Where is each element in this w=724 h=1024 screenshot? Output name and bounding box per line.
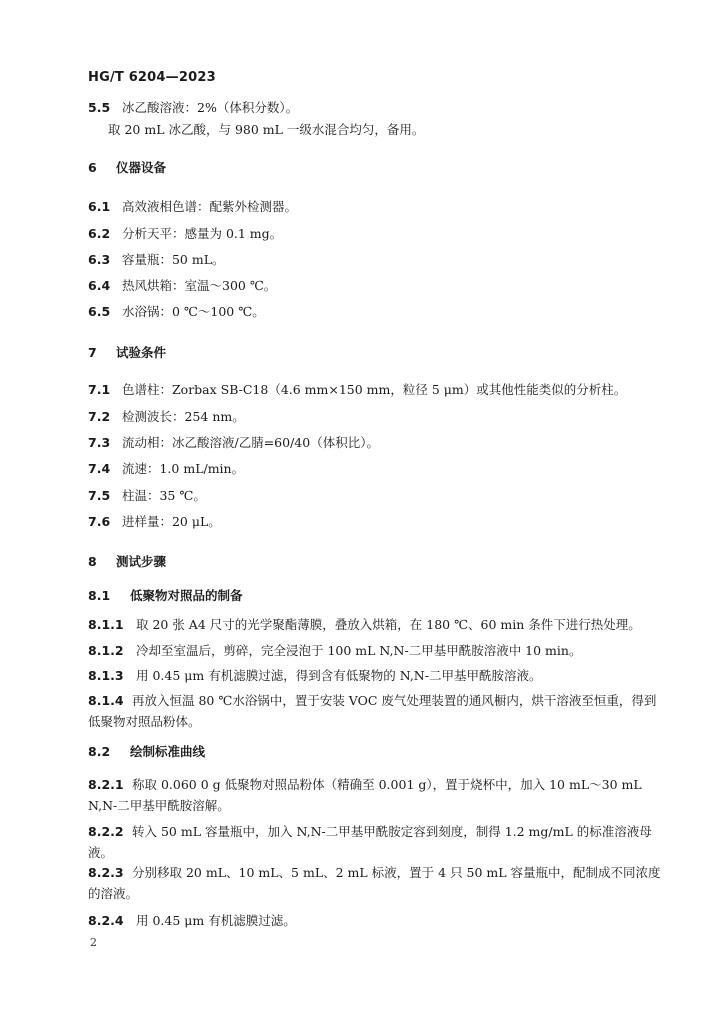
clause-number: 7.5 [88,488,111,503]
clause-text: 流动相：冰乙酸溶液/乙腈=60/40（体积比）。 [121,435,379,450]
clause-5-5-detail: 取 20 mL 冰乙酸，与 980 mL 一级水混合均匀，备用。 [108,122,425,137]
subsection-number: 8.2 [88,744,111,759]
clause-number: 8.2.1 [88,777,124,792]
clause-8-1-4 [88,690,664,732]
clause-number: 7.2 [88,409,111,424]
clause-number: 6.4 [88,278,111,293]
clause-number: 6.2 [88,226,111,241]
section-7-heading [88,345,664,361]
clause-number: 8.1.4 [88,693,124,708]
clause-8-2-1 [88,774,664,816]
subsection-title: 绘制标准曲线 [129,744,205,759]
clause-text: 冰乙酸溶液：2%（体积分数）。 [121,100,299,115]
clause-number: 6.5 [88,304,111,319]
clause-text: 用 0.45 μm 有机滤膜过滤，得到含有低聚物的 N,N-二甲基甲酰胺溶液。 [135,668,542,683]
clause-text: 分别移取 20 mL、10 mL、5 mL、2 mL 标液，置于 4 只 50 mL 容量瓶中，配制成不同浓度的溶液。 [88,865,661,901]
clause-number: 6.3 [88,252,111,267]
clause-6-2 [88,226,664,242]
clause-number: 8.2.2 [88,824,124,839]
clause-text: 柱温：35 ℃。 [121,488,206,503]
clause-number: 7.6 [88,514,111,529]
clause-6-4 [88,278,664,294]
section-8-heading [88,554,664,570]
clause-8-2-2 [88,821,664,863]
clause-number: 8.1.1 [88,617,124,632]
section-number: 7 [88,345,97,360]
section-title: 测试步骤 [115,554,166,569]
clause-text: 容量瓶：50 mL。 [121,252,225,267]
clause-number: 7.1 [88,382,111,397]
clause-text: 色谱柱：Zorbax SB-C18（4.6 mm×150 mm，粒径 5 μm）或其他性能类似的分析柱。 [121,382,627,397]
clause-6-1 [88,199,664,215]
clause-number: 8.2.3 [88,865,124,880]
clause-number: 8.1.3 [88,668,124,683]
clause-8-2-3 [88,862,664,904]
clause-7-6 [88,514,664,530]
clause-text: 再放入恒温 80 ℃水浴锅中，置于安装 VOC 废气处理装置的通风橱内，烘干溶液至恒重，得到低聚物对照品粉体。 [88,693,657,729]
clause-8-2-4 [88,913,664,929]
subsection-8-1-heading [88,588,664,604]
clause-text: 分析天平：感量为 0.1 mg。 [121,226,283,241]
clause-8-1-2 [88,643,664,659]
clause-text: 检测波长：254 nm。 [121,409,245,424]
clause-text: 称取 0.060 0 g 低聚物对照品粉体（精确至 0.001 g），置于烧杯中，加入 10 mL～30 mL N,N-二甲基甲酰胺溶解。 [88,777,642,813]
clause-text: 流速：1.0 mL/min。 [121,461,245,476]
clause-number: 7.3 [88,435,111,450]
clause-number: 5.5 [88,100,111,115]
standard-code: HG/T 6204—2023 [88,70,216,85]
subsection-8-2-heading [88,744,664,760]
subsection-title: 低聚物对照品的制备 [129,588,243,603]
clause-7-3 [88,435,664,451]
clause-text: 转入 50 mL 容量瓶中，加入 N,N-二甲基甲酰胺定容到刻度，制得 1.2 mg/mL 的标准溶液母液。 [88,824,652,860]
subsection-number: 8.1 [88,588,111,603]
clause-number: 6.1 [88,199,111,214]
section-number: 8 [88,554,97,569]
section-title: 仪器设备 [115,160,166,175]
clause-number: 8.1.2 [88,643,124,658]
clause-6-3 [88,252,664,268]
clause-8-1-3 [88,668,664,684]
page-number: 2 [90,936,97,949]
section-title: 试验条件 [115,345,166,360]
clause-7-1 [88,382,664,398]
clause-text: 取 20 张 A4 尺寸的光学聚酯薄膜，叠放入烘箱，在 180 ℃、60 min 条件下进行热处理。 [135,617,641,632]
clause-number: 7.4 [88,461,111,476]
clause-5-5 [88,100,664,116]
clause-6-5 [88,304,664,320]
clause-text: 水浴锅：0 ℃～100 ℃。 [121,304,265,319]
clause-7-5 [88,488,664,504]
clause-text: 用 0.45 μm 有机滤膜过滤。 [135,913,296,928]
clause-number: 8.2.4 [88,913,124,928]
clause-text: 冷却至室温后，剪碎，完全浸泡于 100 mL N,N-二甲基甲酰胺溶液中 10 min。 [135,643,582,658]
clause-text: 进样量：20 μL。 [121,514,221,529]
section-number: 6 [88,160,97,175]
section-6-heading [88,160,664,176]
clause-7-2 [88,409,664,425]
clause-text: 热风烘箱：室温～300 ℃。 [121,278,277,293]
clause-8-1-1 [88,617,664,633]
clause-text: 高效液相色谱：配紫外检测器。 [121,199,297,214]
clause-7-4 [88,461,664,477]
